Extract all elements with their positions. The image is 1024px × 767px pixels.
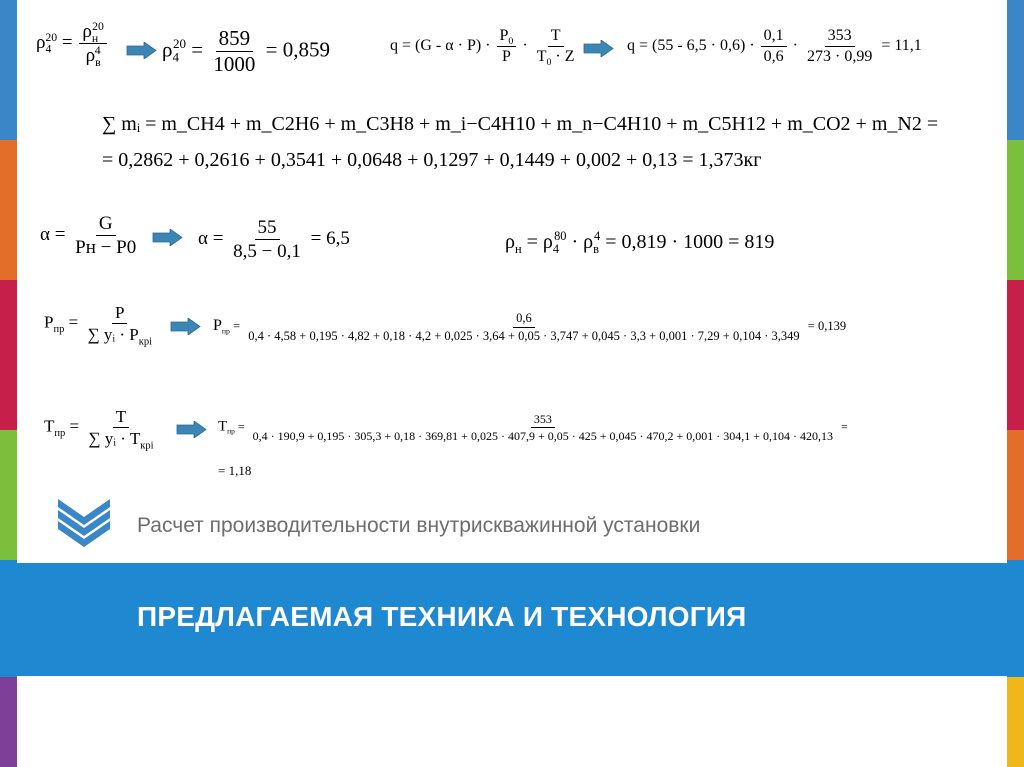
arrow-right-icon [170, 318, 201, 335]
fraction [804, 28, 875, 65]
formula-text: 273 · 0,99 [807, 48, 873, 65]
formula-q-general: q = (G - α · P) · $\frac{P_0}{P}$ · $\frac{T}{T_0 \cdot Z}$ [390, 28, 580, 65]
formula-text: q = (55 - 6,5 · 0,6) · [627, 37, 755, 55]
formula-text: 55 [255, 218, 280, 240]
formula-text: = 11,1 [881, 37, 922, 55]
formula-text: 859 [216, 28, 254, 52]
fraction [497, 28, 517, 65]
formula-text: α = [40, 223, 66, 245]
rail-segment [1007, 677, 1024, 767]
formula-rho-calc: $\rho_4^{20}$ = $\frac{859}{1000}$ = 0,859 [162, 26, 330, 76]
fraction [534, 27, 578, 69]
formula-text: 0 [546, 57, 552, 69]
formula-text: 353 [825, 28, 855, 47]
rail-segment [0, 140, 17, 280]
formula-text: крi [140, 440, 154, 452]
formula-text: 4 [45, 42, 52, 56]
formula-text: пр [227, 426, 235, 436]
formula-text: T [44, 416, 55, 436]
formula-text: 0,4 · 4,58 + 0,195 · 4,82 + 0,18 · 4,2 + 0,025 · 3,64 + 0,05 · 3,747 + 0,045 · 3,3 + 0,001 · 7,29 + 0,104 · 3,349 [248, 328, 800, 343]
rail-segment [0, 430, 17, 560]
formula-text: T [536, 48, 547, 65]
formula-text: 353 [531, 413, 555, 428]
formula-text: ∑ yᵢ · T [88, 429, 141, 448]
formula-alpha-calc [198, 218, 350, 261]
formula-text: пр [221, 326, 230, 336]
fraction [72, 214, 139, 257]
formula-p-pr-calc: $P_{пр}$ = 0,6 0,4 · 4,58 + 0,195 · 4,82 + 0,18 · 4,2 + 0,025 · 3,64 + 0,05 · 3,747 + 0,045 · 3,3 + 0,001 · 7,29 + 0,104 · 3,349 = 0,139 [213, 311, 847, 343]
formula-text: = 0,139 [807, 318, 847, 333]
formula-mass-sum-line2: = 0,2862 + 0,2616 + 0,3541 + 0,0648 + 0,1297 + 0,1449 + 0,002 + 0,13 = 1,373кг [102, 149, 762, 171]
formula-text: T [113, 408, 129, 428]
rail-segment [0, 280, 17, 430]
formula-text: пр [54, 427, 66, 439]
formula-text: 20 [92, 19, 104, 33]
chevron-logo-icon [56, 497, 112, 547]
formula-alpha-general [40, 214, 141, 257]
rail-segment [1007, 140, 1024, 280]
formula-text: P [501, 48, 511, 65]
formula-text: в [95, 55, 101, 69]
formula-text: q = (G - α · P) · [390, 37, 491, 55]
formula-text: ρ [36, 31, 46, 53]
formula-text: = 0,859 [265, 37, 330, 62]
rail-segment [0, 677, 17, 767]
formula-text: Pн − P0 [75, 237, 137, 258]
formula-text: пр [53, 323, 65, 335]
formula-text: P [499, 27, 509, 44]
formula-t-pr-result: = 1,18 [218, 463, 252, 478]
fraction [79, 19, 107, 69]
formula-text: 0,6 [763, 48, 784, 65]
fraction [85, 407, 156, 452]
formula-text: 4 [94, 43, 101, 57]
formula-text: T [218, 418, 228, 435]
arrow-right-icon [126, 42, 157, 59]
fraction [250, 413, 836, 442]
slide-subtitle: Расчет производительности внутрискважинной установки [137, 514, 701, 537]
rail-segment [1007, 0, 1024, 140]
formula-mass-sum-line1: ∑ mᵢ = m_CH4 + m_C2H6 + m_C3H8 + m_i−C4H10 + m_n−C4H10 + m_C5H12 + m_CO2 + m_N2 = [102, 113, 939, 135]
formula-text: 0,6 [513, 312, 535, 328]
rail-segment [1007, 430, 1024, 560]
formula-text: ∑ yᵢ · P [87, 325, 139, 344]
rail-segment [0, 0, 17, 140]
fraction [230, 218, 304, 261]
formula-text: 0,1 [761, 28, 787, 47]
formula-text: ρ [162, 37, 173, 62]
formula-text: P [112, 304, 127, 324]
formula-t-pr-calc: $T_{пр}$ = 353 0,4 · 190,9 + 0,195 · 305,3 + 0,18 · 369,81 + 0,025 · 407,9 + 0,05 · 425 + 0,045 · 470,2 + 0,001 · 304,1 + 0,104 · 420,13 = [218, 412, 848, 443]
formula-text: P [213, 316, 222, 334]
arrow-right-icon [176, 421, 207, 438]
arrow-right-icon [152, 229, 183, 246]
formula-text: ρ [82, 21, 92, 42]
formula-text: = 6,5 [310, 227, 350, 249]
formula-text: ρ [85, 45, 96, 66]
formula-t-pr-general: $T_{пр}$ = $\frac{T}{\sum yᵢ \cdot T_{крi}}$ [44, 408, 159, 447]
formula-text: α = [198, 227, 224, 249]
formula-text: P [44, 312, 54, 332]
formula-text: 20 [173, 36, 187, 52]
formula-text: н [91, 31, 99, 45]
formula-text: 4 [172, 49, 179, 65]
formula-text: = [841, 419, 848, 434]
formula-text: T [548, 28, 564, 47]
rail-segment [1007, 280, 1024, 430]
formula-text: 0,4 · 190,9 + 0,195 · 305,3 + 0,18 · 369,81 + 0,025 · 407,9 + 0,05 · 425 + 0,045 · 470,2 + 0,001 · 304,1 + 0,104 · 420,13 [252, 429, 833, 443]
formula-text: · Z [555, 48, 575, 65]
formula-text: = 0,819 · 1000 = 819 [605, 231, 775, 253]
formula-text: 0 [508, 36, 514, 48]
formula-rho-general: $\rho_4^{20}$ = $\frac{\rho_н^{20}}{\rho_в^4}$ [36, 22, 109, 65]
formula-text: 8,5 − 0,1 [233, 241, 301, 262]
formula-q-calc: q = (55 - 6,5 · 0,6) · $\frac{0,1}{0,6}$ · $\frac{353}{273 \cdot 0,99}$ = 11,1 [627, 27, 922, 65]
formula-text: G [96, 214, 116, 236]
formula-text: крi [138, 336, 153, 348]
arrow-right-icon [583, 40, 614, 57]
formula-rho-n-calc: $\rho_н = \rho_4^{80} \cdot \rho_в^4 = 0,819 \cdot 1000 = 819$ [505, 229, 775, 256]
formula-text: 20 [45, 30, 58, 44]
fraction [761, 28, 787, 65]
fraction [84, 303, 155, 348]
fraction [210, 28, 258, 75]
slide-title: ПРЕДЛАГАЕМАЯ ТЕХНИКА И ТЕХНОЛОГИЯ [137, 601, 747, 632]
formula-p-pr-general: $P_{пр}$ = $\frac{P}{\sum yᵢ \cdot P_{крi}}$ [44, 304, 157, 343]
formula-text: 1000 [213, 52, 256, 76]
fraction [245, 312, 802, 342]
